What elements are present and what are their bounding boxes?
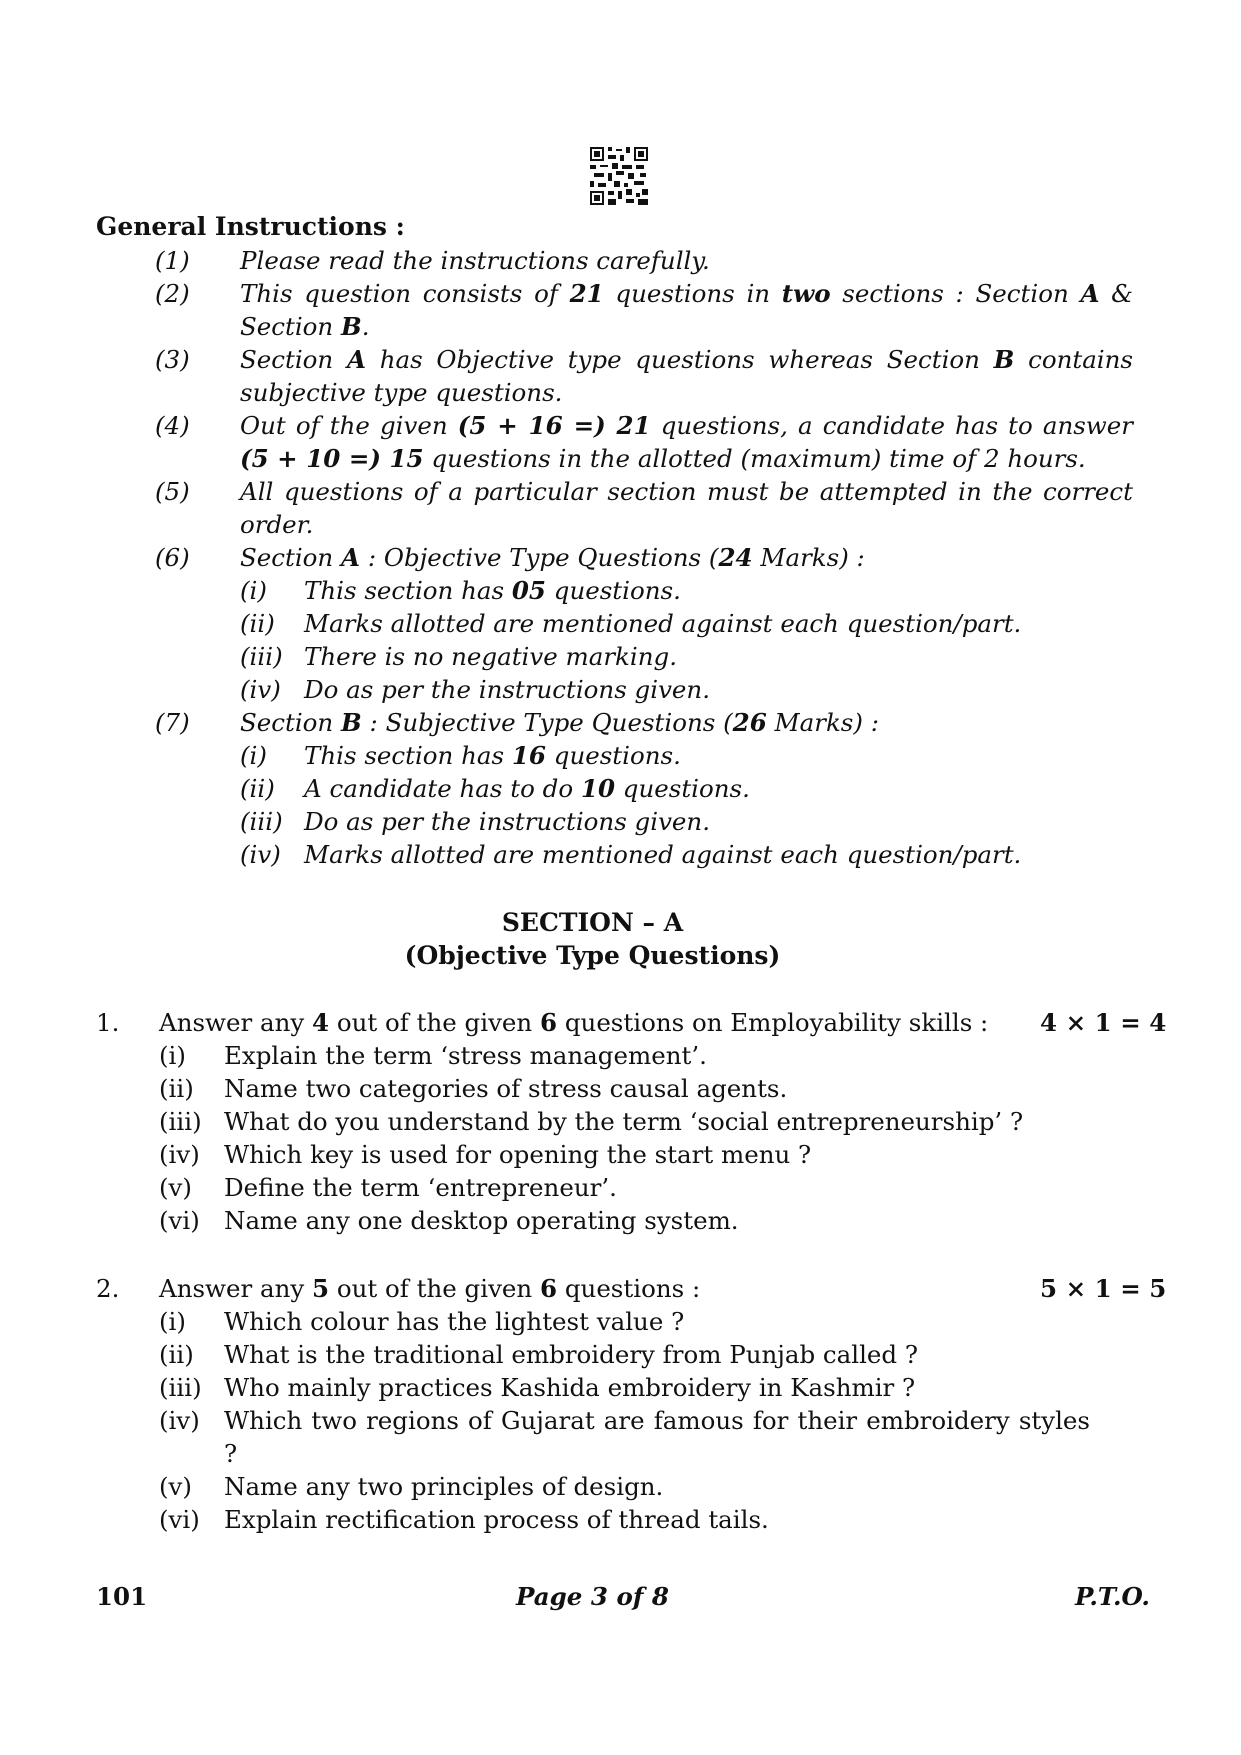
question-part: (iii) What do you understand by the term ‘social entrepreneurship’ ?	[159, 1107, 1024, 1136]
question-part: (vi) Name any one desktop operating system.	[159, 1206, 739, 1235]
question-part: (vi) Explain rectification process of thread tails.	[159, 1505, 769, 1534]
question-part: (v) Name any two principles of design.	[159, 1472, 664, 1501]
instruction-item: (7) Section B : Subjective Type Questions (26 Marks) :	[155, 708, 879, 737]
section-title: SECTION – A	[501, 908, 684, 937]
instruction-item: (6) Section A : Objective Type Questions (24 Marks) :	[155, 543, 865, 572]
question-1: 1. 4 × 1 = 4 Answer any 4 out of the given 6 questions on Employability skills : (i) Explain the term ‘stress management’. (ii) Name two categories of stress causal agents. (iii) What do you understand by the term ‘social entrepreneurship’ ? (iv) Which key is used for opening the start menu ? (v) Define the term ‘entrepreneur’. (vi) Name any one desktop operating system.	[0, 1006, 1241, 1237]
instruction-subitem: (i) This section has 16 questions.	[240, 741, 681, 770]
question-part: (i) Explain the term ‘stress management’.	[159, 1041, 707, 1070]
question-2: 2. 5 × 1 = 5 Answer any 5 out of the given 6 questions : (i) Which colour has the lightest value ? (ii) What is the traditional embroidery from Punjab called ? (iii) Who mainly practices Kashida embroidery in Kashmir ? (iv) Which two regions of Gujarat are famous for their embroidery styles ? (v) Name any two principles of design. (vi) Explain rectification process of thread tails.	[0, 1272, 1241, 1536]
pto-label: P.T.O.	[1075, 1582, 1150, 1611]
question-part: (v) Define the term ‘entrepreneur’.	[159, 1173, 617, 1202]
instruction-subitem: (ii) Marks allotted are mentioned against each question/part.	[240, 609, 1022, 638]
qr-code	[590, 147, 648, 205]
section-subtitle: (Objective Type Questions)	[404, 941, 781, 970]
instruction-subitem: (iv) Marks allotted are mentioned against each question/part.	[240, 840, 1022, 869]
instructions-list	[0, 244, 1241, 871]
instruction-subitem: (i) This section has 05 questions.	[240, 576, 681, 605]
instruction-subitem: (iv) Do as per the instructions given.	[240, 675, 710, 704]
question-marks: 4 × 1 = 4	[1040, 1008, 1167, 1037]
instruction-subitem: (ii) A candidate has to do 10 questions.	[240, 774, 750, 803]
instruction-item: (5) All questions of a particular section must be attempted in the correct order.	[155, 477, 1133, 539]
instruction-item: (2) This question consists of 21 questions in two sections : Section A & Section B.	[155, 279, 1133, 341]
instruction-subitem: (iii) Do as per the instructions given.	[240, 807, 710, 836]
question-part: (iv) Which key is used for opening the start menu ?	[159, 1140, 812, 1169]
question-part: (ii) Name two categories of stress causal agents.	[159, 1074, 788, 1103]
page-number: Page 3 of 8	[516, 1582, 669, 1611]
general-instructions-title: General Instructions :	[96, 212, 405, 241]
question-marks: 5 × 1 = 5	[1040, 1274, 1167, 1303]
instruction-item: (3) Section A has Objective type questions whereas Section B contains subjective type questions.	[155, 345, 1133, 407]
question-part: (i) Which colour has the lightest value ?	[159, 1307, 685, 1336]
paper-code: 101	[96, 1582, 148, 1611]
question-part: (iv) Which two regions of Gujarat are famous for their embroidery styles ?	[159, 1406, 1090, 1468]
question-part: (ii) What is the traditional embroidery from Punjab called ?	[159, 1340, 919, 1369]
instruction-item: (1) Please read the instructions carefully.	[155, 246, 710, 275]
instruction-item: (4) Out of the given (5 + 16 =) 21 questions, a candidate has to answer (5 + 10 =) 15 questions in the allotted (maximum) time of 2 hours.	[155, 411, 1133, 473]
question-part: (iii) Who mainly practices Kashida embroidery in Kashmir ?	[159, 1373, 916, 1402]
instruction-subitem: (iii) There is no negative marking.	[240, 642, 677, 671]
